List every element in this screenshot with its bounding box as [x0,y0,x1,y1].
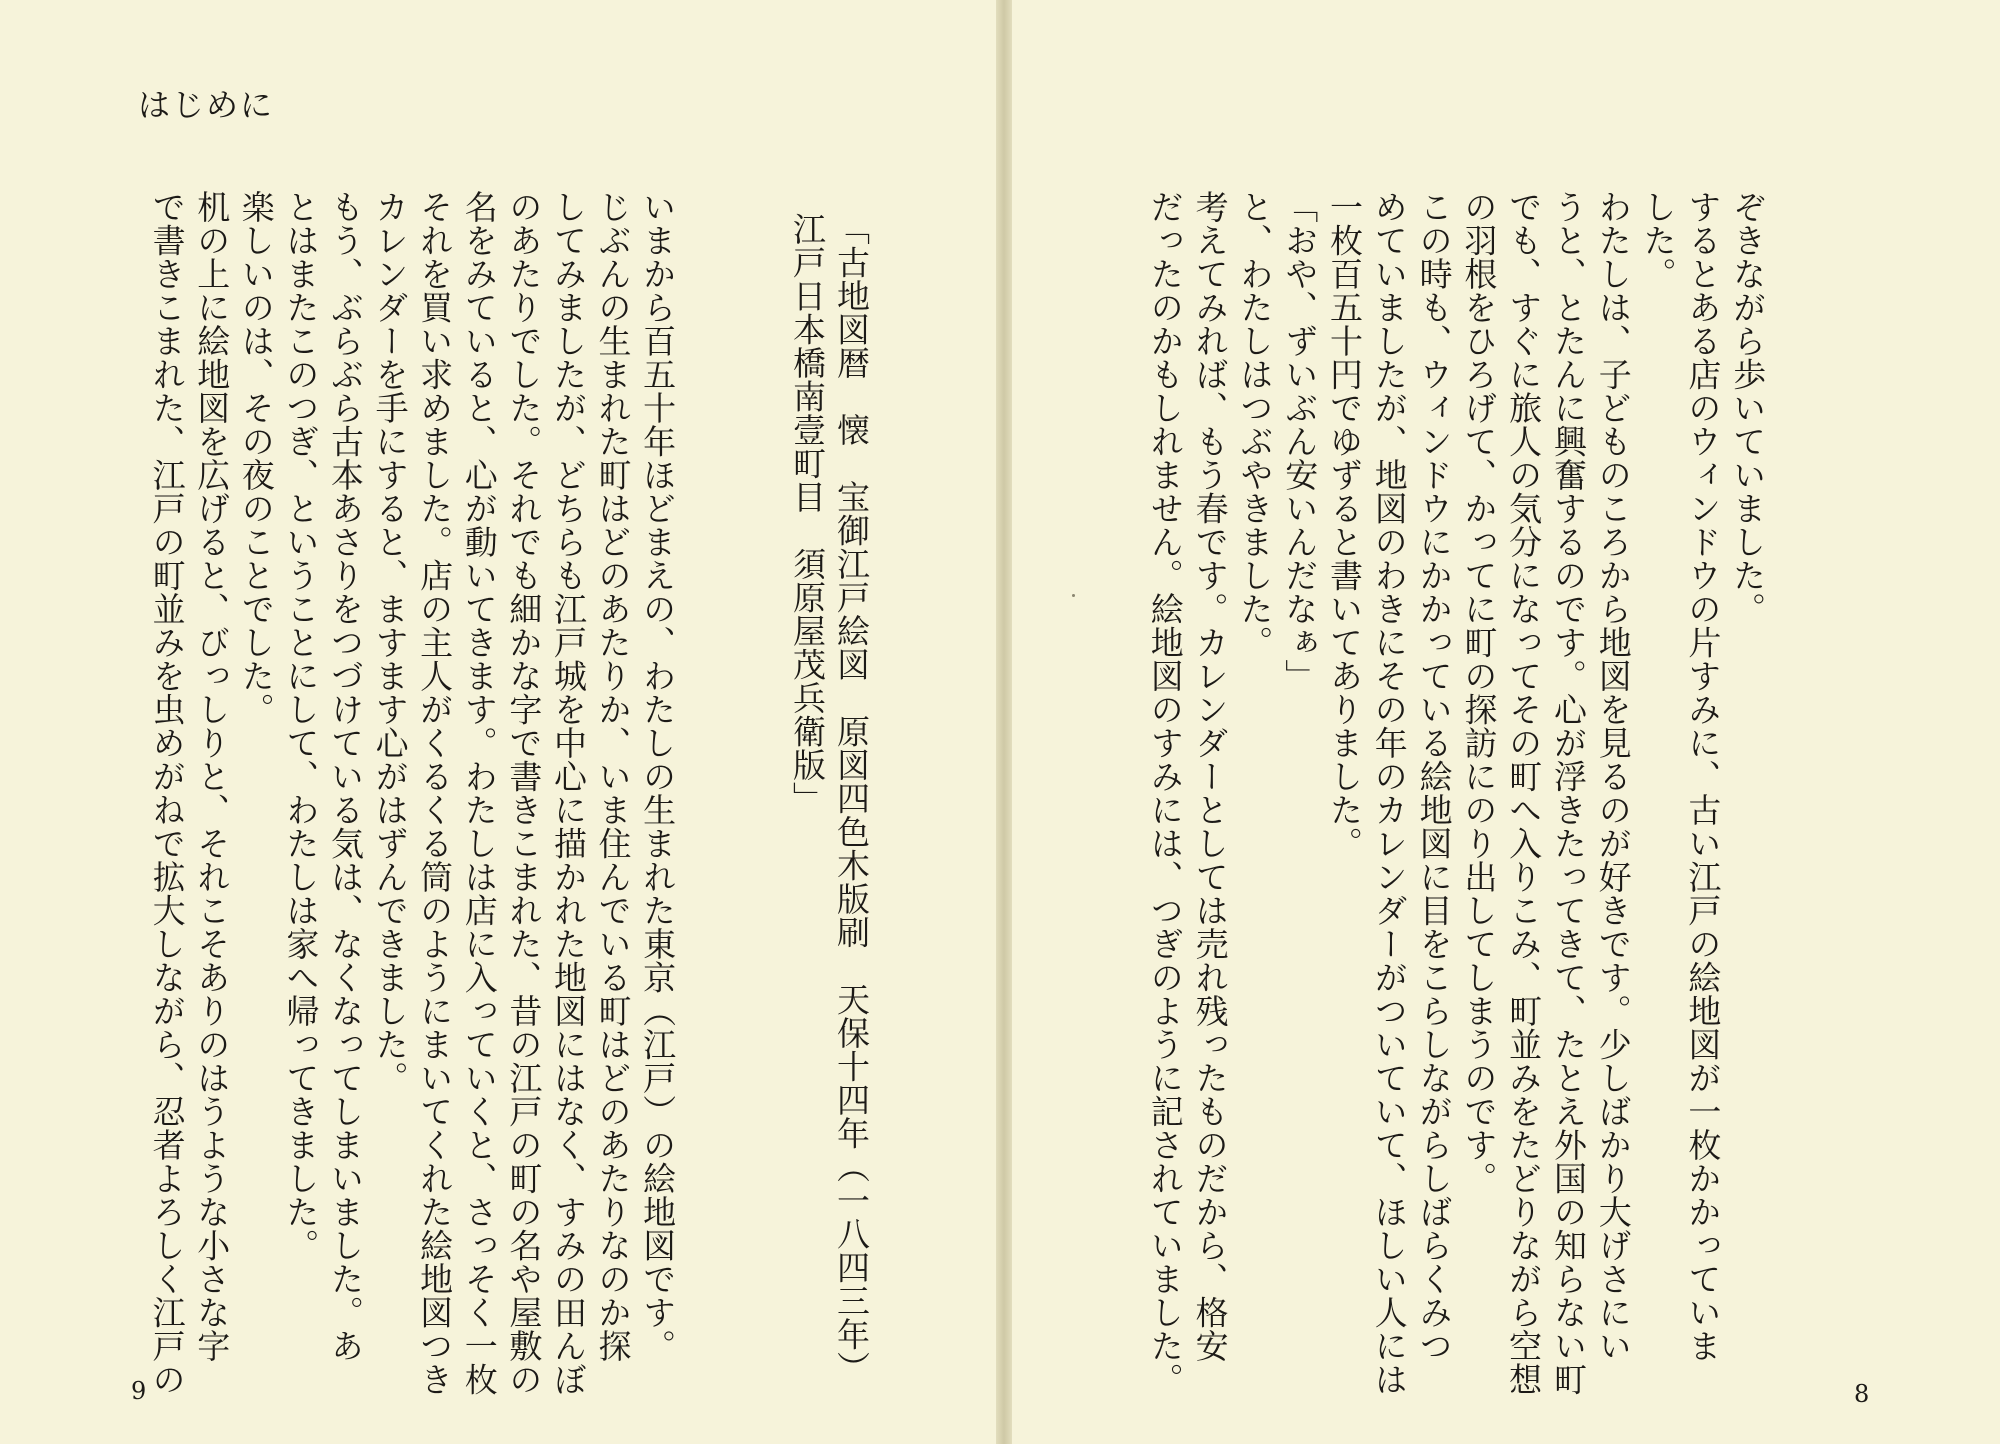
body-text-line: と、わたしはつぶやきました。 [1235,190,1275,659]
body-text-line: それを買い求めました。店の主人がくるくる筒のようにまいてくれた絵地図つき [415,190,455,1396]
right-body-text [1142,190,1769,1396]
body-text-line: 「おや、ずいぶん安いんだなぁ」 [1280,190,1320,693]
page-number-right: 8 [1854,1380,1870,1408]
quote-line: 江戸日本橋南壹町目 須原屋茂兵衛版」 [788,212,827,815]
body-text-line: 机の上に絵地図を広げると、びっしりと、それこそありのはうような小さな字 [192,190,232,1363]
left-body-text [144,190,679,1396]
body-text-line: わたしは、子どものころから地図を見るのが好きです。少しばかり大げさにい [1593,190,1633,1363]
body-text-line: 名をみていると、心が動いてきます。わたしは店に入っていくと、さっそく一枚 [459,190,499,1396]
book-gutter [996,0,1012,1444]
body-text-line: もう、ぶらぶら古本あさりをつづけている気は、なくなってしまいました。あ [325,190,365,1363]
body-text-line: のあたりでした。それでも細かな字で書きこまれた、昔の江戸の町の名や屋敷の [504,190,544,1396]
quote-line: 「古地図暦 懐 宝御江戸絵図 原図四色木版刷 天保十四年（一八四三年） [832,212,871,1385]
body-text-line: じぶんの生まれた町はどのあたりか、いま住んでいる町はどのあたりなのか探 [593,190,633,1363]
body-text-line: で書きこまれた、江戸の町並みを虫めがねで拡大しながら、忍者よろしく江戸の [147,190,187,1396]
body-text-line: した。 [1638,190,1678,291]
body-text-line: ぞきながら歩いていました。 [1728,190,1768,626]
body-text-line: だったのかもしれません。絵地図のすみには、つぎのように記されていました。 [1145,190,1185,1396]
body-text-line: めていましたが、地図のわきにその年のカレンダーがついていて、ほしい人には [1369,190,1409,1396]
body-text-line: カレンダーを手にすると、ますます心がはずんできました。 [370,190,410,1095]
body-text-line: 楽しいのは、その夜のことでした。 [236,190,276,726]
body-text-line: でも、すぐに旅人の気分になってその町へ入りこみ、町並みをたどりながら空想 [1504,190,1544,1396]
left-page [0,0,996,1444]
right-page [1012,0,2000,1444]
body-text-line: してみましたが、どちらも江戸城を中心に描かれた地図にはなく、すみの田んぼ [548,190,588,1396]
page-number-left: 9 [131,1377,147,1405]
body-text-line: の羽根をひろげて、かってに町の探訪にのり出してしまうのです。 [1459,190,1499,1195]
body-text-line: 考えてみれば、もう春です。カレンダーとしては売れ残ったものだから、格安 [1190,190,1230,1363]
paper-speck [1072,594,1075,597]
chapter-heading: はじめに [138,86,275,124]
quote-block [785,212,873,1385]
body-text-line: とはまたこのつぎ、ということにして、わたしは家へ帰ってきました。 [281,190,321,1262]
body-text-line: いまから百五十年ほどまえの、わたしの生まれた東京（江戸）の絵地図です。 [638,190,678,1363]
body-text-line: 一枚百五十円でゆずると書いてありました。 [1324,190,1364,860]
body-text-line: うと、とたんに興奮するのです。心が浮きたってきて、たとえ外国の知らない町 [1548,190,1588,1396]
body-text-line: この時も、ウィンドウにかかっている絵地図に目をこらしながらしばらくみつ [1414,190,1454,1363]
body-text-line: するとある店のウィンドウの片すみに、古い江戸の絵地図が一枚かかっていま [1683,190,1723,1363]
